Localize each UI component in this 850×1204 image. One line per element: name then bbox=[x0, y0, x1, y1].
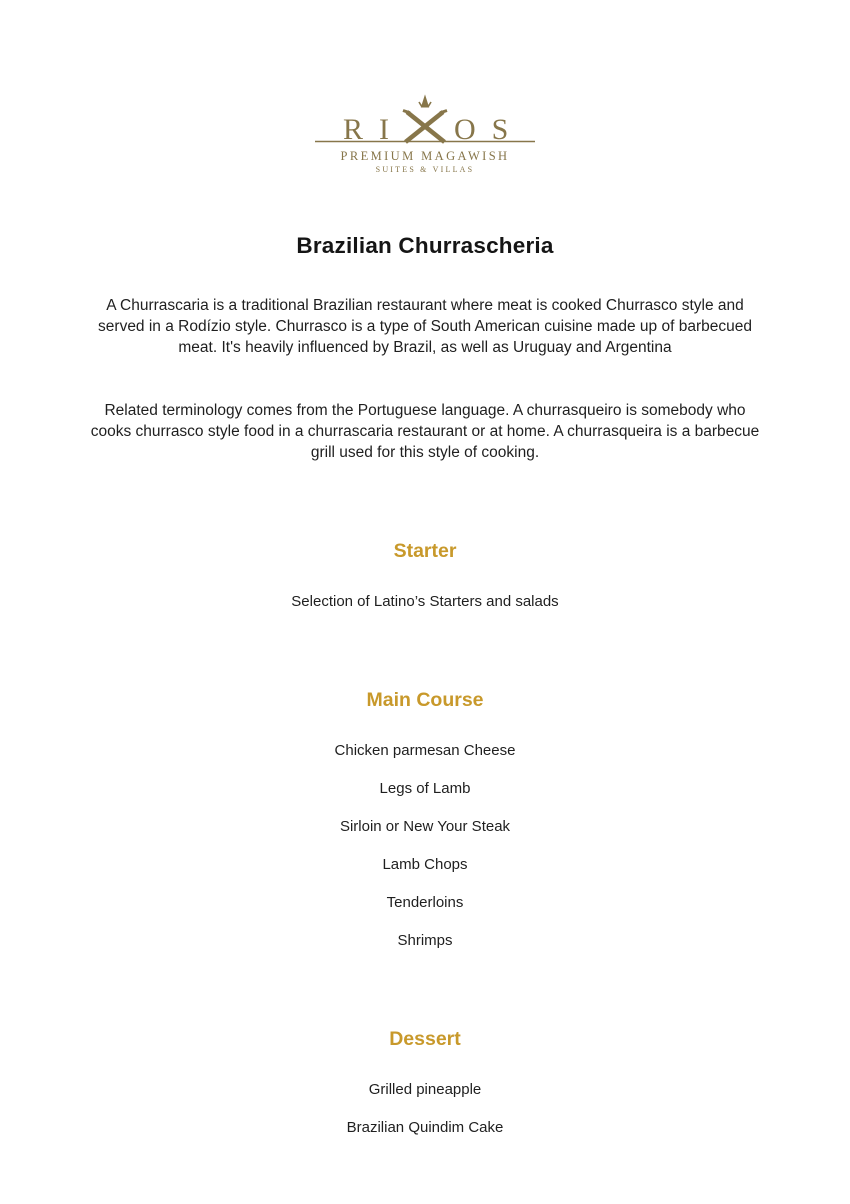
menu-item: Brazilian Quindim Cake bbox=[346, 1119, 504, 1136]
menu-item: Legs of Lamb bbox=[379, 780, 471, 797]
section-items bbox=[0, 741, 850, 951]
section-heading: Starter bbox=[393, 540, 457, 562]
section-heading: Main Course bbox=[366, 689, 484, 711]
menu-sections bbox=[0, 539, 850, 1138]
menu-section bbox=[0, 539, 850, 612]
menu-section bbox=[0, 688, 850, 951]
logo-tagline: SUITES & VILLAS bbox=[375, 165, 475, 174]
stylized-x-icon bbox=[403, 111, 447, 143]
intro-paragraph: A Churrascaria is a traditional Brazilian restaurant where meat is cooked Churrasco style and served in a Rodízio style. Churrasco is a type of South American cuisine made up of barbecued meat. It's heavily influenced by Brazil, as well as Uruguay and Argentina bbox=[98, 297, 752, 356]
section-heading: Dessert bbox=[389, 1028, 461, 1050]
menu-item: Selection of Latino’s Starters and salads bbox=[291, 593, 559, 610]
menu-section bbox=[0, 1027, 850, 1138]
logo-brand-right: OS bbox=[454, 113, 525, 146]
intro-block bbox=[89, 295, 761, 463]
crown-icon bbox=[419, 96, 431, 107]
rixos-logo bbox=[315, 92, 535, 183]
page-title: Brazilian Churrascheria bbox=[296, 233, 554, 258]
menu-item: Sirloin or New Your Steak bbox=[339, 818, 511, 835]
section-items bbox=[0, 1080, 850, 1138]
menu-item: Tenderloins bbox=[386, 894, 464, 911]
section-items bbox=[0, 592, 850, 612]
intro-paragraph: Related terminology comes from the Portuguese language. A churrasqueiro is somebody who cooks churrasco style food in a churrascaria restaurant or at home. A churrasqueira is a barbecue grill used for this style of cooking. bbox=[90, 402, 760, 461]
rixos-logo-icon bbox=[315, 92, 535, 178]
menu-item: Shrimps bbox=[397, 932, 453, 949]
logo-brand-left: RI bbox=[343, 113, 405, 146]
menu-item: Chicken parmesan Cheese bbox=[334, 742, 516, 759]
logo-subtitle: PREMIUM MAGAWISH bbox=[340, 149, 510, 163]
menu-item: Lamb Chops bbox=[382, 856, 468, 873]
menu-item: Grilled pineapple bbox=[368, 1081, 482, 1098]
